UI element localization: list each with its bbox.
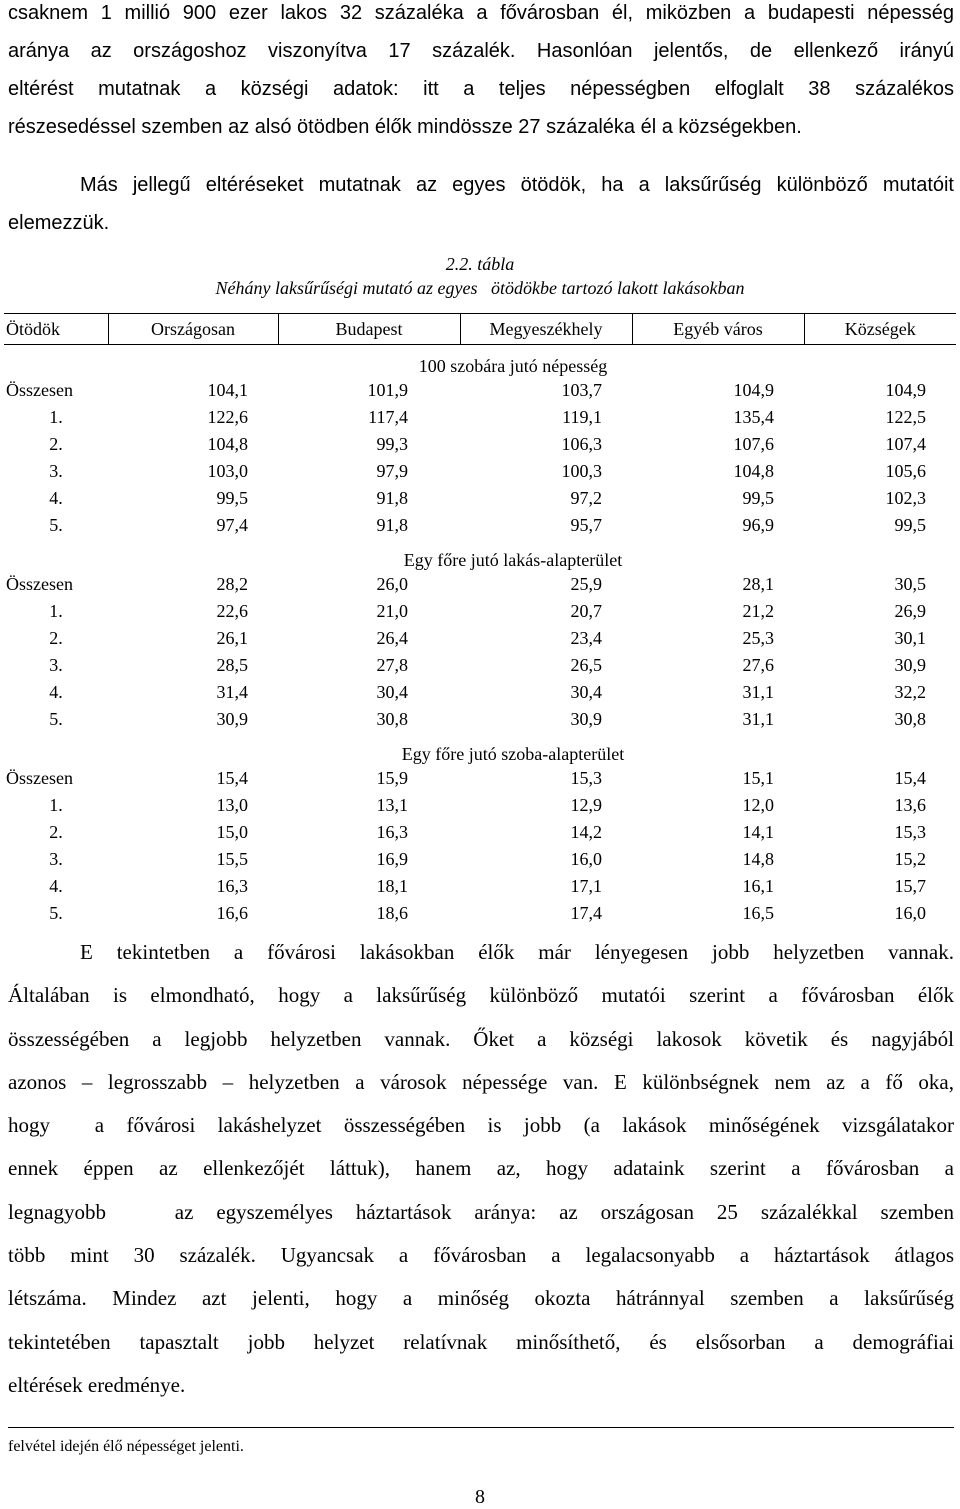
table-cell: 96,9 [742,515,774,535]
row-label: 3. [49,849,63,869]
table-cell: 107,4 [885,434,926,454]
table-cell: 21,0 [376,601,408,621]
table-cell: 18,6 [376,903,408,923]
column-header-kozsegek: Községek [804,314,956,345]
table-cell: 25,3 [742,628,774,648]
table-cell: 104,9 [733,380,774,400]
table-cell: 16,0 [894,903,926,923]
table-cell: 99,5 [894,515,926,535]
table-cell: 26,9 [894,601,926,621]
table-cell: 20,7 [570,601,602,621]
table-cell: 99,5 [216,488,248,508]
table-cell: 26,4 [376,628,408,648]
section-title: Egy főre jutó lakás-alapterület [403,550,623,570]
table-cell: 99,5 [742,488,774,508]
table-cell: 104,8 [733,461,774,481]
table-cell: 12,0 [742,795,774,815]
row-label: 5. [49,903,63,923]
intro-line: eltérést mutatnak a községi adatok: itt a teljes népességben elfoglalt 38 százalékos [8,78,954,100]
section-title-row [4,733,956,765]
footnote-divider [8,1427,954,1428]
table-cell: 30,4 [570,682,602,702]
table-cell: 13,0 [216,795,248,815]
table-row [4,706,956,733]
body-line: tekintetében tapasztalt jobb helyzet relatívnak minősíthető, és elsősorban a demográfiai [8,1329,954,1354]
row-label: 3. [49,655,63,675]
body-line: Általában is elmondható, hogy a laksűrűség különböző mutatói szerint a fővárosban élők [8,983,954,1008]
body-line: hogy a fővárosi lakáshelyzet összességében is jobb (a lakások minőségének vizsgálatakor [8,1113,954,1138]
table-cell: 30,8 [894,709,926,729]
table-cell: 28,2 [216,574,248,594]
column-header-megyeszekhely: Megyeszékhely [460,314,632,345]
row-label: 4. [49,876,63,896]
body-paragraph [8,931,954,1407]
table-number: 2.2. tábla [445,254,515,274]
table-cell: 14,2 [570,822,602,842]
row-label: 2. [49,822,63,842]
table-cell: 103,0 [207,461,248,481]
table-cell: 117,4 [368,407,408,427]
table-title: Néhány laksűrűségi mutató az egyes ötödökbe tartozó lakott lakásokban [215,278,745,298]
table-cell: 22,6 [216,601,248,621]
table-row [4,431,956,458]
body-line: legnagyobb az egyszemélyes háztartások aránya: az országosan 25 százalékkal szemben [8,1199,954,1224]
column-header-orszagosan: Országosan [108,314,278,345]
table-cell: 17,1 [570,876,602,896]
table-row [4,598,956,625]
table-row [4,900,956,927]
intro-line: részesedéssel szemben az alsó ötödben élők mindössze 27 százaléka él a községekben. [8,116,802,138]
row-label: 1. [49,407,63,427]
table-cell: 97,2 [570,488,602,508]
table-cell: 31,4 [216,682,248,702]
table-cell: 23,4 [570,628,602,648]
table-row [4,485,956,512]
table-cell: 32,2 [894,682,926,702]
table-cell: 15,2 [894,849,926,869]
table-cell: 30,4 [376,682,408,702]
table-row [4,765,956,792]
table-cell: 13,6 [894,795,926,815]
table-cell: 99,3 [376,434,408,454]
body-line: azonos – legrosszabb – helyzetben a városok népessége van. E különbségnek nem az a fő oka, [8,1069,954,1094]
table-cell: 16,0 [570,849,602,869]
table-cell: 15,3 [894,822,926,842]
table-cell: 26,0 [376,574,408,594]
row-label: 1. [49,601,63,621]
table-cell: 104,1 [207,380,248,400]
row-label: Összesen [6,574,73,594]
table-cell: 17,4 [570,903,602,923]
table-cell: 100,3 [561,461,602,481]
section-title: 100 szobára jutó népesség [418,356,608,376]
table-row [4,652,956,679]
table-row [4,458,956,485]
table-row [4,846,956,873]
row-label: 2. [49,434,63,454]
intro-line: aránya az országoshoz viszonyítva 17 százalék. Hasonlóan jelentős, de ellenkező irányú [8,40,954,62]
body-line: eltérések eredménye. [8,1372,186,1397]
table-cell: 31,1 [742,709,774,729]
table-cell: 105,6 [885,461,926,481]
body-line: összességében a legjobb helyzetben vannak. Őket a községi lakosok követik és nagyjából [8,1026,954,1051]
intro-paragraph [8,0,954,146]
row-label: 4. [49,488,63,508]
row-label: 1. [49,795,63,815]
table-cell: 91,8 [376,515,408,535]
column-header-egyeb-varos: Egyéb város [632,314,804,345]
table-cell: 18,1 [376,876,408,896]
intro-paragraph-2 [8,166,954,242]
page-number: 8 [475,1486,485,1508]
table-row [4,679,956,706]
table-cell: 21,2 [742,601,774,621]
table-cell: 28,1 [742,574,774,594]
section-title-row [4,345,956,378]
intro2-line: Más jellegű eltéréseket mutatnak az egyes ötödök, ha a laksűrűség különböző mutatóit [80,174,954,196]
table-cell: 30,5 [894,574,926,594]
table-cell: 15,9 [376,768,408,788]
table-cell: 15,1 [742,768,774,788]
table-cell: 16,6 [216,903,248,923]
row-label: 2. [49,628,63,648]
table-row [4,792,956,819]
table-cell: 15,4 [216,768,248,788]
column-header-budapest: Budapest [278,314,460,345]
table-cell: 30,8 [376,709,408,729]
table-cell: 122,6 [207,407,248,427]
table-cell: 31,1 [742,682,774,702]
table-row [4,377,956,404]
table-cell: 15,4 [894,768,926,788]
intro2-line: elemezzük. [8,212,110,234]
table-cell: 30,9 [570,709,602,729]
table-cell: 15,3 [570,768,602,788]
table-cell: 26,5 [570,655,602,675]
row-label: 5. [49,709,63,729]
table-cell: 25,9 [570,574,602,594]
table-cell: 16,3 [216,876,248,896]
table-cell: 15,5 [216,849,248,869]
data-table [4,313,956,927]
table-cell: 14,1 [742,822,774,842]
column-header-otodok: Ötödök [4,314,108,345]
body-line: E tekintetben a fővárosi lakásokban élők már lényegesen jobb helyzetben vannak. [80,940,954,964]
table-cell: 14,8 [742,849,774,869]
table-cell: 97,9 [376,461,408,481]
table-cell: 15,7 [894,876,926,896]
table-cell: 97,4 [216,515,248,535]
table-cell: 104,8 [207,434,248,454]
table-row [4,625,956,652]
table-cell: 27,8 [376,655,408,675]
table-cell: 16,1 [742,876,774,896]
row-label: 3. [49,461,63,481]
table-cell: 102,3 [885,488,926,508]
body-line: több mint 30 százalék. Ugyancsak a fővárosban a legalacsonyabb a háztartások átlagos [8,1243,954,1268]
table-cell: 12,9 [570,795,602,815]
table-cell: 15,0 [216,822,248,842]
table-cell: 106,3 [561,434,602,454]
body-line: ennek éppen az ellenkezőjét láttuk), hanem az, hogy adataink szerint a fővárosban a [8,1156,954,1181]
table-cell: 27,6 [742,655,774,675]
table-cell: 16,5 [742,903,774,923]
table-cell: 103,7 [561,380,602,400]
table-row [4,873,956,900]
table-header-row [4,314,956,345]
table-row [4,819,956,846]
section-title-row [4,539,956,571]
row-label: 5. [49,515,63,535]
table-cell: 13,1 [376,795,408,815]
row-label: 4. [49,682,63,702]
table-cell: 26,1 [216,628,248,648]
table-cell: 30,9 [894,655,926,675]
table-row [4,404,956,431]
table-cell: 104,9 [885,380,926,400]
table-cell: 28,5 [216,655,248,675]
body-line: létszáma. Mindez azt jelenti, hogy a minőség okozta hátránnyal szemben a laksűrűség [8,1286,954,1311]
table-cell: 107,6 [733,434,774,454]
table-cell: 91,8 [376,488,408,508]
table-cell: 122,5 [885,407,926,427]
row-label: Összesen [6,380,73,400]
table-cell: 16,3 [376,822,408,842]
table-cell: 101,9 [367,380,408,400]
section-title: Egy főre jutó szoba-alapterület [401,744,625,764]
intro-line: csaknem 1 millió 900 ezer lakos 32 százaléka a fővárosban él, miközben a budapesti népesség [8,2,954,24]
row-label: Összesen [6,768,73,788]
table-cell: 30,1 [894,628,926,648]
table-cell: 30,9 [216,709,248,729]
table-cell: 16,9 [376,849,408,869]
table-cell: 95,7 [570,515,602,535]
table-cell: 135,4 [733,407,774,427]
table-row [4,571,956,598]
table-cell: 119,1 [562,407,602,427]
table-row [4,512,956,539]
footnote: felvétel idején élő népességet jelenti. [8,1438,244,1455]
